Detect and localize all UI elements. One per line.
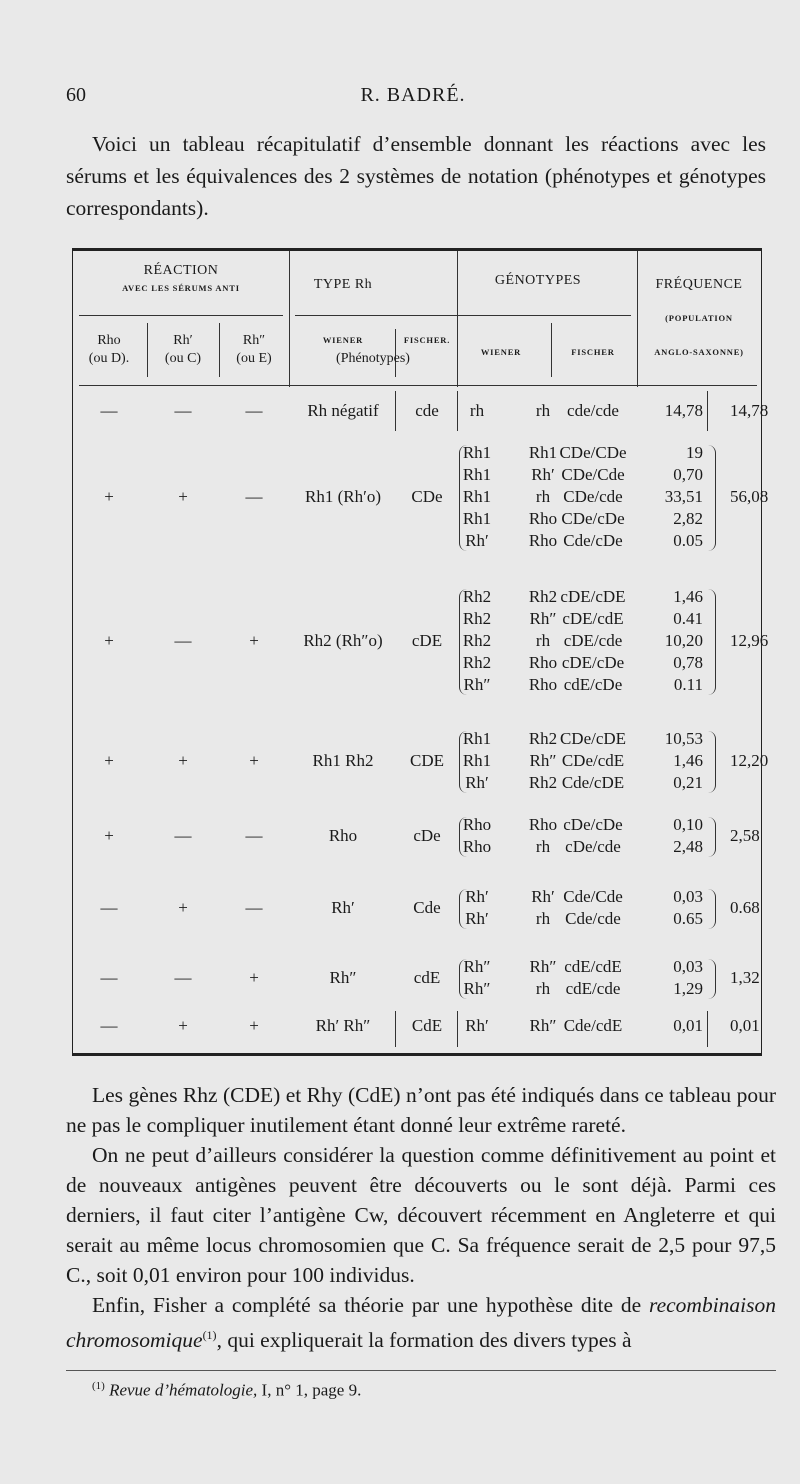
header-rh1-sub: (ou C) (164, 351, 202, 366)
phenotype-wiener: Rho (328, 826, 358, 845)
body-text (66, 1080, 776, 1355)
reaction-sign: — (174, 826, 192, 845)
genotype-frequency: 0,03 (673, 887, 703, 906)
page-number: 60 (66, 84, 86, 106)
header-rho-sub: (ou D). (88, 351, 130, 366)
paragraph-3-italic: recombinaison chromosomique (66, 1293, 777, 1353)
phenotype-rule (395, 1011, 396, 1047)
genotype-frequency: 1,46 (673, 587, 703, 606)
genotype-wiener-1: Rh2 (462, 631, 492, 650)
reaction-sign: + (178, 898, 188, 917)
genotype-wiener-1: Rh″ (463, 979, 491, 998)
header-g-wiener: WIENER (480, 347, 522, 357)
phenotype-rule (395, 391, 396, 431)
reaction-sign: + (249, 631, 259, 650)
genotype-wiener-2: Rh′ (531, 465, 555, 484)
genotype-fischer: CDe/cdE (561, 751, 625, 770)
header-g-fischer: FISCHER (571, 347, 615, 357)
genotype-wiener-1: Rh′ (465, 887, 489, 906)
header-fischer: FISCHER. (403, 335, 451, 345)
group-total: 0.68 (730, 898, 760, 917)
genotype-wiener-2: rh (535, 909, 551, 928)
genotype-frequency: 33,51 (664, 487, 703, 506)
reaction-sign: — (100, 898, 118, 917)
group-total: 1,32 (730, 968, 760, 987)
genotype-fischer: cDE/cDE (560, 587, 626, 606)
genotype-fischer: cdE/cDe (563, 675, 623, 694)
genotype-wiener-2: rh (535, 979, 551, 998)
phenotype-fischer: cdE (413, 968, 441, 987)
genotype-wiener-1: Rh1 (462, 751, 492, 770)
reaction-sign: + (178, 751, 188, 770)
header-rho: Rho (97, 333, 121, 348)
genotype-frequency: 0,10 (673, 815, 703, 834)
phenotype-wiener: Rh1 (Rh′o) (305, 487, 381, 506)
right-brace (707, 731, 716, 793)
frequency-rule (707, 1011, 708, 1047)
genotype-frequency: 0.41 (673, 609, 703, 628)
phenotype-wiener: Rh′ Rh″ (315, 1016, 371, 1035)
genotype-fischer: CDe/cDE (559, 729, 627, 748)
genotype-fischer: Cde/cDe (563, 531, 623, 550)
group-total: 12,20 (730, 751, 769, 770)
genotype-frequency: 19 (686, 443, 703, 462)
genotype-wiener-1: Rh1 (462, 465, 492, 484)
genotype-wiener-2: Rho (528, 509, 558, 528)
genotype-wiener-1: Rh′ (465, 531, 489, 550)
genotype-wiener-2: Rh″ (529, 751, 557, 770)
genotype-wiener-1: Rh′ (465, 1016, 489, 1035)
header-phenotypes: (Phénotypes) (336, 351, 410, 366)
phenotype-fischer: CDE (410, 751, 444, 770)
genotype-fischer: cdE/cde (565, 979, 621, 998)
phenotype-fischer: Cde (413, 898, 441, 917)
right-brace (707, 959, 716, 999)
genotype-frequency: 0,01 (673, 1016, 703, 1035)
left-brace (459, 889, 468, 929)
header-frequence: FRÉQUENCE (655, 277, 743, 292)
header-rule (147, 323, 148, 377)
phenotype-fischer: cDe (413, 826, 441, 845)
reaction-sign: — (245, 401, 263, 420)
header-population-2: ANGLO-SAXONNE) (654, 347, 744, 357)
paragraph-2: On ne peut d’ailleurs considérer la question comme définitivement au point et de nouveaux antigènes peuvent être découverts ou le sont déjà. Parmi ces derniers, il faut citer l’antigène Cw, découvert récemment en Angleterre et qui serait au même locus chromosomien que C. Sa fréquence serait de 2,5 pour 97,5 C., soit 0,01 environ pour 100 individus. (66, 1143, 776, 1287)
genotype-wiener-1: Rh1 (462, 487, 492, 506)
reaction-sign: — (245, 487, 263, 506)
genotype-wiener-2: Rh2 (528, 729, 558, 748)
group-total: 0,01 (730, 1016, 760, 1035)
genotype-wiener-2: Rho (528, 815, 558, 834)
genotype-wiener-2: rh (535, 401, 551, 420)
genotype-wiener-2: Rh″ (529, 1016, 557, 1035)
genotype-frequency: 0,70 (673, 465, 703, 484)
header-reaction-sub: AVEC LES SÉRUMS ANTI (122, 283, 240, 293)
phenotype-fischer: CDe (411, 487, 443, 506)
genotype-fischer: CDe/cDe (561, 509, 625, 528)
right-brace (707, 889, 716, 929)
genotype-wiener-1: rh (469, 401, 485, 420)
genotype-wiener-1: Rh2 (462, 653, 492, 672)
genotype-fischer: Cde/cdE (563, 1016, 623, 1035)
phenotype-wiener: Rh négatif (307, 401, 379, 420)
genotype-wiener-1: Rh2 (462, 587, 492, 606)
rh-summary-table (72, 248, 769, 1056)
genotype-wiener-2: Rh″ (529, 957, 557, 976)
header-wiener: WIENER (322, 335, 364, 345)
genotype-frequency: 0.11 (673, 675, 703, 694)
genotype-fischer: CDe/cde (563, 487, 623, 506)
genotype-frequency: 2,48 (673, 837, 703, 856)
genotype-wiener-2: Rh1 (528, 443, 558, 462)
footnote-ref: I, n° 1, page 9. (257, 1380, 362, 1400)
genotype-fischer: CDe/CDe (559, 443, 627, 462)
reaction-sign: — (100, 1016, 118, 1035)
genotype-fischer: cDe/cde (565, 837, 621, 856)
reaction-sign: + (104, 487, 114, 506)
genotype-frequency: 10,20 (664, 631, 703, 650)
genotype-fischer: Cde/cde (565, 909, 621, 928)
genotype-rule (457, 391, 458, 431)
genotype-frequency: 0,21 (673, 773, 703, 792)
genotype-wiener-2: rh (535, 631, 551, 650)
genotype-wiener-1: Rho (462, 837, 492, 856)
genotype-wiener-1: Rh′ (465, 909, 489, 928)
genotype-frequency: 14,78 (664, 401, 703, 420)
genotype-wiener-1: Rh1 (462, 729, 492, 748)
paragraph-3-end: , qui expliquerait la formation des divers types à (216, 1328, 632, 1353)
genotype-frequency: 2,82 (673, 509, 703, 528)
phenotype-wiener: Rh″ (329, 968, 357, 987)
paragraph-3-start: Enfin, Fisher a complété sa théorie par une hypothèse dite de (92, 1293, 642, 1317)
genotype-frequency: 0,03 (673, 957, 703, 976)
intro-text: Voici un tableau récapitulatif d’ensemble donnant les réactions avec les sérums et les équivalences des 2 systèmes de notation (phénotypes et génotypes correspondants). (66, 132, 766, 220)
genotype-wiener-2: Rh″ (529, 609, 557, 628)
header-rule (219, 323, 220, 377)
phenotype-fischer: CdE (411, 1016, 443, 1035)
running-head: R. BADRÉ. (360, 84, 466, 106)
right-brace (707, 589, 716, 695)
phenotype-fischer: cDE (411, 631, 443, 650)
reaction-sign: — (245, 898, 263, 917)
reaction-sign: + (178, 1016, 188, 1035)
footnote (92, 1380, 361, 1401)
genotype-fischer: Cde/Cde (563, 887, 623, 906)
left-brace (459, 959, 468, 999)
left-brace (459, 445, 468, 551)
header-type-rh: TYPE Rh (313, 277, 373, 292)
genotype-frequency: 10,53 (664, 729, 703, 748)
genotype-fischer: cdE/cdE (564, 957, 622, 976)
group-total: 12,96 (730, 631, 769, 650)
genotype-fischer: CDe/Cde (561, 465, 625, 484)
genotype-wiener-1: Rh″ (463, 957, 491, 976)
genotype-wiener-2: rh (535, 837, 551, 856)
genotype-wiener-2: Rh′ (531, 887, 555, 906)
reaction-sign: + (104, 631, 114, 650)
genotype-fischer: cDE/cdE (562, 609, 624, 628)
header-rule (79, 385, 757, 386)
reaction-sign: — (100, 401, 118, 420)
genotype-wiener-1: Rh2 (462, 609, 492, 628)
footnote-number: (1) (92, 1380, 105, 1392)
genotype-wiener-1: Rh1 (462, 443, 492, 462)
genotype-frequency: 0.05 (673, 531, 703, 550)
genotype-rule (457, 1011, 458, 1047)
group-total: 2,58 (730, 826, 760, 845)
footnote-journal: Revue d’hématologie, (109, 1380, 258, 1400)
reaction-sign: + (104, 751, 114, 770)
paragraph-1: Les gènes Rhz (CDE) et Rhy (CdE) n’ont pas été indiqués dans ce tableau pour ne pas le compliquer inutilement étant donné leur extrême rareté. (66, 1083, 776, 1137)
header-rh2: Rh″ (242, 333, 266, 348)
genotype-fischer: cDE/cde (563, 631, 623, 650)
reaction-sign: — (174, 401, 192, 420)
genotype-wiener-1: Rho (462, 815, 492, 834)
group-total: 56,08 (730, 487, 769, 506)
genotype-wiener-2: Rho (528, 675, 558, 694)
reaction-sign: — (245, 826, 263, 845)
frequency-rule (707, 391, 708, 431)
genotype-frequency: 1,29 (673, 979, 703, 998)
left-brace (459, 731, 468, 793)
group-total: 14,78 (730, 401, 769, 420)
reaction-sign: — (174, 968, 192, 987)
genotype-frequency: 0.65 (673, 909, 703, 928)
genotype-frequency: 0,78 (673, 653, 703, 672)
footnote-marker: (1) (202, 1328, 217, 1342)
header-population: (POPULATION (665, 313, 733, 323)
paragraph-3 (66, 1290, 776, 1355)
genotype-wiener-2: Rho (528, 531, 558, 550)
intro-paragraph (66, 128, 766, 224)
header-rh1: Rh′ (173, 333, 193, 348)
footnote-rule (66, 1370, 776, 1371)
left-brace (459, 589, 468, 695)
genotype-wiener-1: Rh1 (462, 509, 492, 528)
reaction-sign: + (178, 487, 188, 506)
genotype-wiener-1: Rh′ (465, 773, 489, 792)
genotype-wiener-2: Rh2 (528, 587, 558, 606)
right-brace (707, 445, 716, 551)
right-brace (707, 817, 716, 857)
genotype-wiener-1: Rh″ (463, 675, 491, 694)
genotype-fischer: cDe/cDe (563, 815, 623, 834)
genotype-fischer: Cde/cDE (561, 773, 625, 792)
header-rule (79, 315, 283, 316)
reaction-sign: — (174, 631, 192, 650)
reaction-sign: + (104, 826, 114, 845)
genotype-wiener-2: Rho (528, 653, 558, 672)
phenotype-wiener: Rh1 Rh2 (312, 751, 374, 770)
reaction-sign: + (249, 751, 259, 770)
genotype-frequency: 1,46 (673, 751, 703, 770)
phenotype-fischer: cde (415, 401, 439, 420)
reaction-sign: + (249, 968, 259, 987)
phenotype-wiener: Rh′ (331, 898, 355, 917)
genotype-fischer: cDE/cDe (561, 653, 625, 672)
header-genotypes: GÉNOTYPES (494, 273, 582, 288)
reaction-sign: + (249, 1016, 259, 1035)
reaction-sign: — (100, 968, 118, 987)
genotype-wiener-2: rh (535, 487, 551, 506)
phenotype-wiener: Rh2 (Rh″o) (303, 631, 383, 650)
page-header (66, 84, 760, 114)
left-brace (459, 817, 468, 857)
header-reaction: RÉACTION (143, 263, 219, 278)
genotype-wiener-2: Rh2 (528, 773, 558, 792)
genotype-fischer: cde/cde (567, 401, 619, 420)
header-rh2-sub: (ou E) (236, 351, 272, 366)
